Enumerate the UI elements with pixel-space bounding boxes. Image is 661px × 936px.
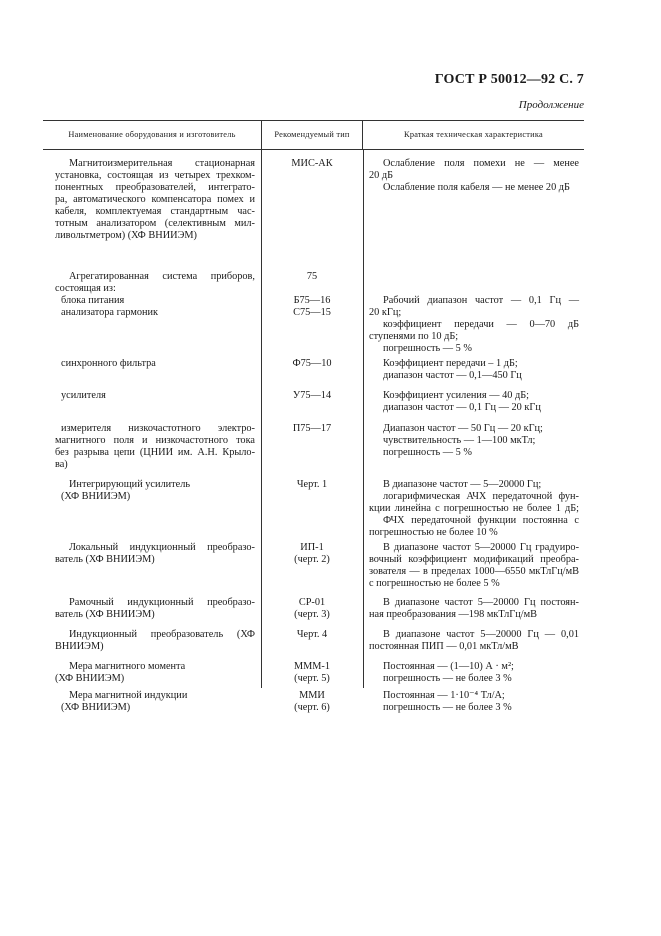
equipment-name-cell: измерителя низкочастотного электро- магнитного поля и низкочастотного тока без разрыва цепи (ЦНИИ им. А.Н. Крыло- ва) [55,423,255,470]
equipment-name-cell: Агрегатированная система приборов, состоящая из: блока питания анализатора гармоник [55,271,255,318]
equipment-name-cell: усилителя [61,390,106,401]
equipment-name-cell: Локальный индукционный преобразо- ватель (ХФ ВНИИЭМ) [55,542,255,565]
type-cell: ИП-1 (черт. 2) [294,542,330,565]
spec-cell: Ослабление поля помехи не — менее 20 дБ Ослабление поля кабеля — не менее 20 дБ [369,158,579,193]
type-cell: Ф75—10 [292,358,332,369]
type-cell: Черт. 4 [296,629,328,640]
spec-cell: Коэффициент усиления — 40 дБ; диапазон частот — 0,1 Гц — 20 кГц [383,390,541,413]
column-divider [363,150,364,688]
type-cell: У75—14 [292,390,332,401]
table-body [43,150,584,713]
document-header: ГОСТ Р 50012—92 С. 7 [434,72,584,87]
table-header [43,120,584,150]
spec-cell: В диапазоне частот 5—20000 Гц градуиро- вочный коэффициент модификаций преобра- зователя — в пределах 1000—6550 мкТлГц/мВ с погрешностью не более 5 % [369,542,579,589]
spec-cell: Диапазон частот — 50 Гц — 20 кГц; чувствительность — 1—100 мкТл; погрешность — 5 % [383,423,543,458]
spec-cell: Рабочий диапазон частот — 0,1 Гц — 20 кГц; коэффициент передачи — 0—70 дБ ступенями по 10 дБ; погрешность — 5 % [369,295,579,354]
equipment-name-cell: синхронного фильтра [61,358,156,369]
type-cell: П75—17 [292,423,332,434]
spec-cell: Коэффициент передачи – 1 дБ; диапазон частот — 0,1—450 Гц [383,358,522,381]
spec-cell: В диапазоне частот 5—20000 Гц — 0,01 постоянная ПИП — 0,01 мкТл/мВ [369,629,579,652]
equipment-name-cell: Магнитоизмерительная стационарная установка, состоящая из четырех трехком- понентных преобразователей, интеграто- ра, автоматического компенсатора помех и кабеля, комплектуемая стандартным час- тотным анализатором (селективным мил- ливольтметром) (ХФ ВНИИЭМ) [55,158,255,241]
equipment-name-cell: Мера магнитной индукции (ХФ ВНИИЭМ) [61,690,188,713]
spec-cell: В диапазоне частот — 5—20000 Гц; логарифмическая АЧХ передаточной фун- кции линейна с погрешностью не более 1 дБ; ФЧХ передаточной функции постоянна с погрешностью не более 10 % [369,479,579,538]
type-cell: СР-01 (черт. 3) [294,597,330,620]
equipment-table [43,120,584,713]
header-equipment-name: Наименование оборудования и изготовитель [68,130,236,139]
type-cell: 75 Б75—16 С75—15 [293,271,331,318]
type-cell: Черт. 1 [296,479,328,490]
type-cell: ММИ (черт. 6) [294,690,330,713]
type-cell: МИС-АК [291,158,333,169]
type-cell: МММ-1 (черт. 5) [293,661,331,684]
equipment-name-cell: Рамочный индукционный преобразо- ватель (ХФ ВНИИЭМ) [55,597,255,620]
continuation-label: Продолжение [518,99,584,111]
header-specification: Краткая техническая характеристика [404,130,543,139]
equipment-name-cell: Мера магнитного момента (ХФ ВНИИЭМ) [55,661,186,684]
spec-cell: Постоянная — (1—10) А · м²; погрешность — не более 3 % [383,661,514,684]
equipment-name-cell: Интегрирующий усилитель (ХФ ВНИИЭМ) [61,479,191,502]
spec-cell: В диапазоне частот 5—20000 Гц постоян- ная преобразования —198 мкТлГц/мВ [369,597,579,620]
spec-cell: Постоянная — 1·10⁻⁴ Тл/А; погрешность — не более 3 % [383,690,512,713]
equipment-name-cell: Индукционный преобразователь (ХФ ВНИИЭМ) [55,629,255,652]
header-recommended-type: Рекомендуемый тип [261,121,363,149]
